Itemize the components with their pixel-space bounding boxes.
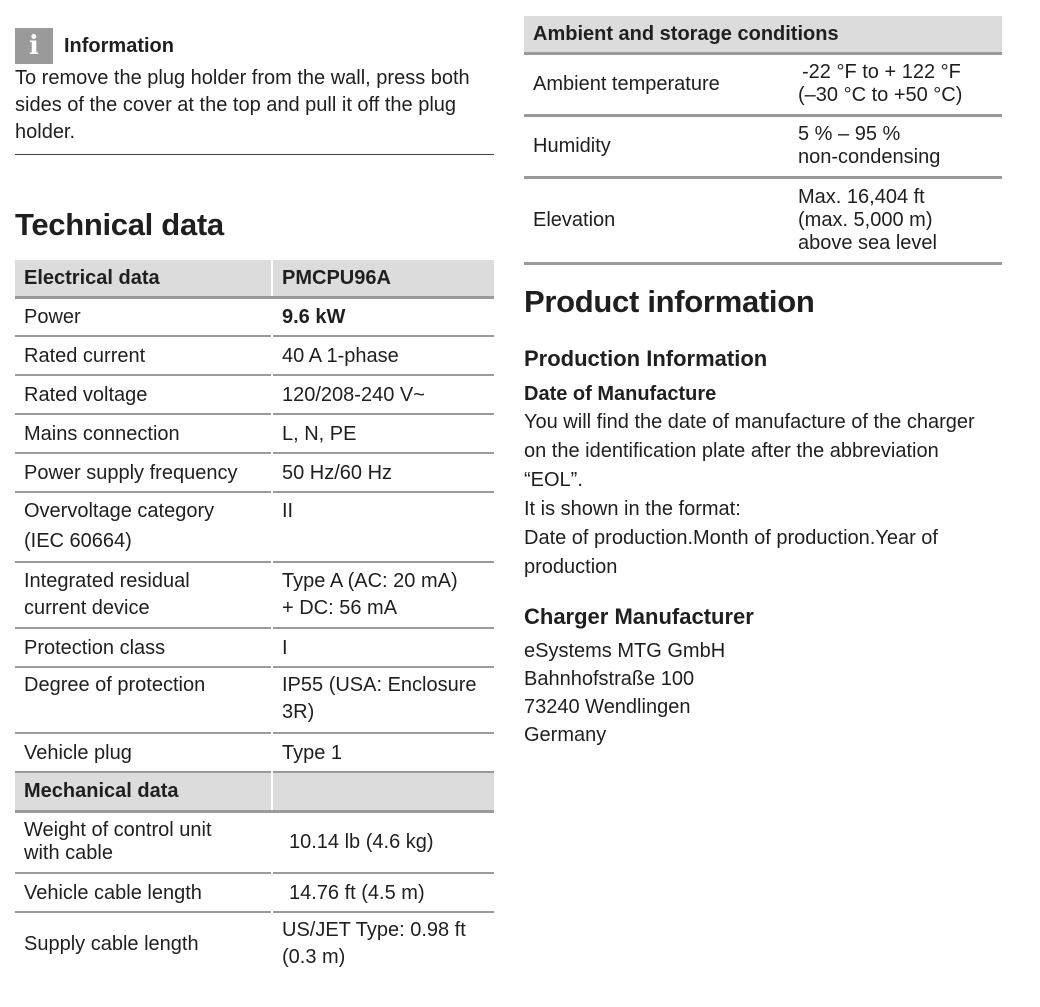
info-icon: i <box>15 28 53 64</box>
row-value: L, N, PE <box>282 422 357 445</box>
table-header-row <box>15 260 494 297</box>
row-value: 10.14 lb (4.6 kg) <box>289 831 434 854</box>
right-column <box>524 16 1002 749</box>
table-row <box>15 492 494 562</box>
row-label: Protection class <box>15 628 272 667</box>
row-label: Degree of protection <box>15 667 272 733</box>
row-label: Humidity <box>533 135 611 157</box>
row-label: Vehicle cable length <box>15 873 272 912</box>
row-label: Power <box>15 297 272 336</box>
row-value: US/JET Type: 0.98 ft (0.3 m) <box>282 918 466 968</box>
row-value: 40 A 1-phase <box>282 344 399 367</box>
row-value: II <box>282 500 294 522</box>
table-row <box>15 562 494 628</box>
row-label: Rated current <box>15 336 272 375</box>
header-cell: Ambient and storage conditions <box>524 16 1002 53</box>
header-cell <box>272 772 494 811</box>
information-title: Information <box>64 34 174 57</box>
row-value: 5 % – 95 % non-condensing <box>798 123 941 168</box>
production-information-heading: Production Information <box>524 345 768 371</box>
table-header-row <box>524 16 1002 53</box>
table-row <box>15 811 494 873</box>
charger-manufacturer-heading: Charger Manufacturer <box>524 603 754 629</box>
row-label: Supply cable length <box>15 912 272 974</box>
technical-data-title: Technical data <box>15 207 224 242</box>
manufacturer-address: eSystems MTG GmbH Bahnhofstraße 100 73240 Wendlingen Germany <box>524 639 726 746</box>
row-value: I <box>282 636 288 659</box>
information-divider <box>15 154 494 155</box>
table-row <box>524 177 1002 263</box>
header-cell: Electrical data <box>15 260 272 297</box>
table-row <box>15 873 494 912</box>
table-row <box>15 375 494 414</box>
row-label: Rated voltage <box>15 375 272 414</box>
row-value: Type 1 <box>282 741 343 764</box>
row-value: 14.76 ft (4.5 m) <box>289 881 425 904</box>
row-value: IP55 (USA: Enclosure 3R) <box>282 674 477 723</box>
ambient-conditions-table <box>524 16 1002 265</box>
header-cell: PMCPU96A <box>272 260 494 297</box>
table-row <box>15 667 494 733</box>
row-label: Weight of control unit with cable <box>15 811 272 873</box>
table-header-row <box>15 772 494 811</box>
table-row <box>524 53 1002 115</box>
date-of-manufacture-text: You will find the date of manufacture of the charger on the identification plate after the abbreviation “EOL”. It is shown in the format: Date of production.Month of production.Year of production <box>524 410 975 578</box>
table-row <box>15 733 494 772</box>
row-label: Power supply frequency <box>15 453 272 492</box>
product-information-title: Product information <box>524 283 815 319</box>
row-value: Type A (AC: 20 mA) + DC: 56 mA <box>282 570 458 619</box>
row-value: Max. 16,404 ft (max. 5,000 m) above sea level <box>798 185 937 254</box>
technical-data-table <box>15 260 494 974</box>
row-label: Vehicle plug <box>15 733 272 772</box>
date-of-manufacture-heading: Date of Manufacture <box>524 382 717 405</box>
row-label: Ambient temperature <box>533 73 720 95</box>
table-row <box>15 336 494 375</box>
row-value: 9.6 kW <box>282 305 346 328</box>
table-row <box>15 453 494 492</box>
information-note <box>15 28 494 155</box>
row-label: Integrated residual current device <box>15 562 272 628</box>
row-label: Elevation <box>533 209 616 231</box>
row-value: 50 Hz/60 Hz <box>282 461 393 484</box>
table-row <box>15 414 494 453</box>
table-row <box>524 115 1002 177</box>
row-value: 120/208-240 V~ <box>282 383 425 406</box>
left-column <box>15 28 494 974</box>
row-value: -22 °F to + 122 °F (–30 °C to +50 °C) <box>798 61 963 106</box>
row-label: Mains connection <box>15 414 272 453</box>
row-label: Overvoltage category (IEC 60664) <box>15 492 272 562</box>
table-row <box>15 912 494 974</box>
information-text: To remove the plug holder from the wall, press both sides of the cover at the top and pull it off the plug holder. <box>15 67 470 143</box>
table-row <box>15 628 494 667</box>
table-row <box>15 297 494 336</box>
header-cell: Mechanical data <box>15 772 272 811</box>
